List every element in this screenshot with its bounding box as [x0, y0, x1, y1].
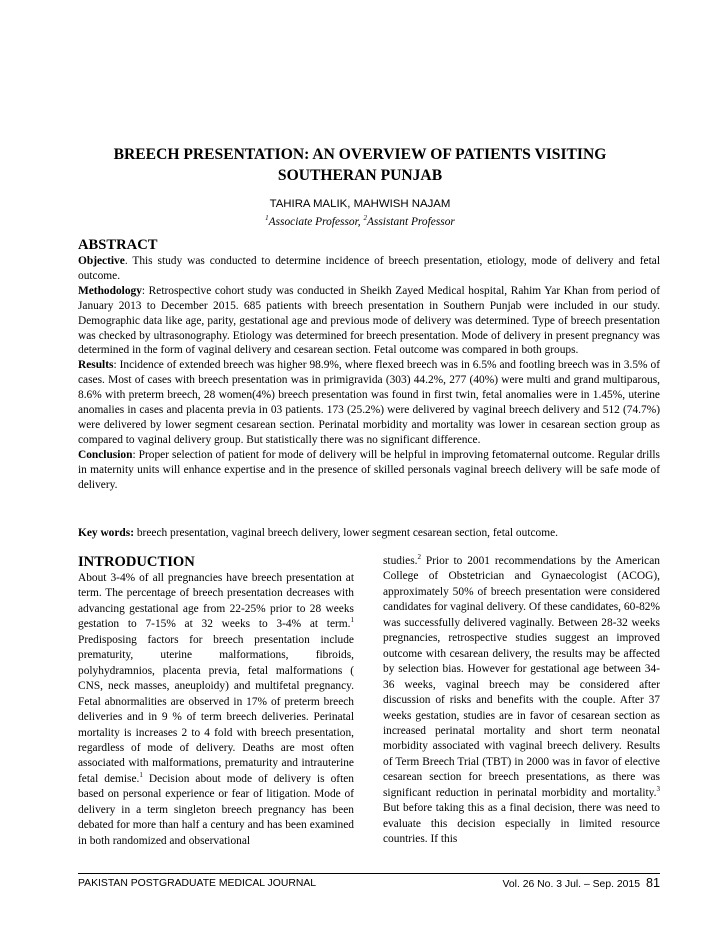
- abstract-body: [78, 254, 660, 493]
- author-affiliations: [60, 211, 660, 229]
- results-label: Results: [78, 359, 114, 372]
- affiliation-marker-1: 1: [265, 214, 269, 222]
- intro-right-text-3: But before taking this as a final decision, there was need to evaluate this decision especially in limited resource countries. If this: [383, 802, 660, 846]
- author-list: TAHIRA MALIK, MAHWISH NAJAM: [269, 198, 451, 210]
- affiliation-marker-2: 2: [363, 214, 367, 222]
- citation-marker: 3: [656, 785, 660, 793]
- keywords: [78, 526, 660, 541]
- footer-issue-info: [503, 876, 661, 890]
- title-line-2: SOUTHERAN PUNJAB: [277, 167, 443, 184]
- affiliation-role-2: Assistant Professor: [366, 215, 455, 228]
- intro-left-text-3: Decision about mode of delivery is often based on personal experience or fear of litigation. Mode of delivery in a term singleton breech pregnancy has been debated for more than half a century and has been examined in both randomized and observational: [78, 772, 354, 847]
- intro-right-text-2: Prior to 2001 recommendations by the American College of Obstetrician and Gynaecologist (ACOG), approximately 50% of breech presentation were considered candidates for vaginal delivery. Of these candidates, 60-82% was successfully delivered vaginally. Between 28-32 weeks pregnancies, retrospective studies suggest an improved outcome with cesarean delivery, the results may be affected by selection bias. However for gestational age between 34-36 weeks, vaginal breech may be considered after discussion of risks and benefits with the couple. After 37 weeks gestation, studies are in favor of cesarean section as increased perinatal mortality and short term neonatal morbidity associated with vaginal breech delivery. Results of Term Breech Trial (TBT) in 2000 was in favor of elective cesarean section for breech presentations, as there was significant reduction in perinatal morbidity and mortality.: [383, 555, 660, 799]
- keywords-label: Key words:: [78, 527, 134, 539]
- footer-issue: Vol. 26 No. 3 Jul. – Sep. 2015: [502, 879, 640, 890]
- abstract-heading: ABSTRACT: [78, 237, 158, 253]
- paper-title: [60, 144, 660, 186]
- introduction-paragraph-left: [78, 571, 354, 849]
- body-column-right: [383, 554, 660, 848]
- conclusion-label: Conclusion: [78, 448, 133, 461]
- citation-marker: 1: [139, 771, 143, 780]
- citation-marker: 1: [350, 616, 354, 625]
- abstract-results: [78, 358, 660, 447]
- objective-label: Objective: [78, 255, 125, 267]
- footer-journal-name: PAKISTAN POSTGRADUATE MEDICAL JOURNAL: [78, 878, 317, 889]
- keywords-text: breech presentation, vaginal breech delivery, lower segment cesarean section, fetal outcome.: [134, 527, 559, 539]
- conclusion-text: : Proper selection of patient for mode of delivery will be helpful in improving fetomaternal outcome. Regular drills in maternity units will enhance expertise and in the presence of skilled personals vaginal breech delivery will be safe mode of delivery.: [78, 448, 660, 491]
- intro-left-text-1: About 3-4% of all pregnancies have breech presentation at term. The percentage of breech presentation decreases with advancing gestational age from 22-25% prior to 28 weeks gestation to 7-15% at 32 weeks to 3-4% at term.: [78, 572, 354, 631]
- affiliation-role-1: Associate Professor,: [268, 215, 364, 228]
- methodology-text: : Retrospective cohort study was conducted in Sheikh Zayed Medical hospital, Rahim Yar Khan from period of January 2013 to December 2015. 685 patients with breech presentation in Southern Punjab were included in our study. Demographic data like age, parity, gestational age and previous mode of delivery was determined. Type of breech presentation was checked by ultrasonography. Etiology was determined for breech presentation. Mode of delivery in present pregnancy was determined in the form of vaginal delivery and cesarean section. Fetal outcome was compared in both groups.: [78, 284, 660, 357]
- footer-divider: [78, 873, 660, 874]
- objective-text: . This study was conducted to determine incidence of breech presentation, etiology, mode of delivery and fetal outcome.: [78, 255, 660, 282]
- introduction-paragraph-right: [383, 554, 660, 848]
- results-text: : Incidence of extended breech was higher 98.9%, where flexed breech was in 6.5% and footling breech was in 3.5% of cases. Most of cases with breech presentation was in primigravida (303) 44.2%, 277 (40%) were multi and grand multiparous, 8.6% with preterm breech, 28 women(4%) breech presentation was found in first twin, fetal anomalies were in 1.45%, uterine anomalies in cases and placenta previa in 03 patients. 173 (25.2%) were delivered by vaginal breech delivery and 512 (74.7%) were delivered by lower segment cesarean section. Perinatal morbidity and mortality was lower in cesarean section group as compared to vaginal delivery group. But statistically there was no significant difference.: [78, 359, 660, 446]
- body-column-left: [78, 553, 354, 849]
- abstract-methodology: [78, 284, 660, 359]
- intro-right-text-1: studies.: [383, 555, 418, 567]
- intro-left-text-2: Predisposing factors for breech presentation include prematurity, uterine malformations, fibroids, polyhydramnios, placenta previa, fetal malformations ( CNS, neck masses, aneuploidy) and multifetal pregnancy. Fetal abnormalities are observed in 17% of preterm breech deliveries and in 9 % of term breech deliveries. Perinatal mortality is increases 2 to 4 fold with breech presentation, regardless of mode of delivery. Deaths are most often associated with malformations, prematurity and intrauterine fetal demise.: [78, 633, 354, 785]
- citation-marker: 2: [417, 553, 421, 562]
- introduction-heading: INTRODUCTION: [78, 554, 195, 570]
- abstract-objective: [78, 254, 660, 284]
- methodology-label: Methodology: [78, 284, 142, 297]
- title-line-1: BREECH PRESENTATION: AN OVERVIEW OF PATIENTS VISITING: [113, 146, 607, 163]
- page-number: 81: [645, 876, 660, 890]
- abstract-conclusion: [78, 448, 660, 493]
